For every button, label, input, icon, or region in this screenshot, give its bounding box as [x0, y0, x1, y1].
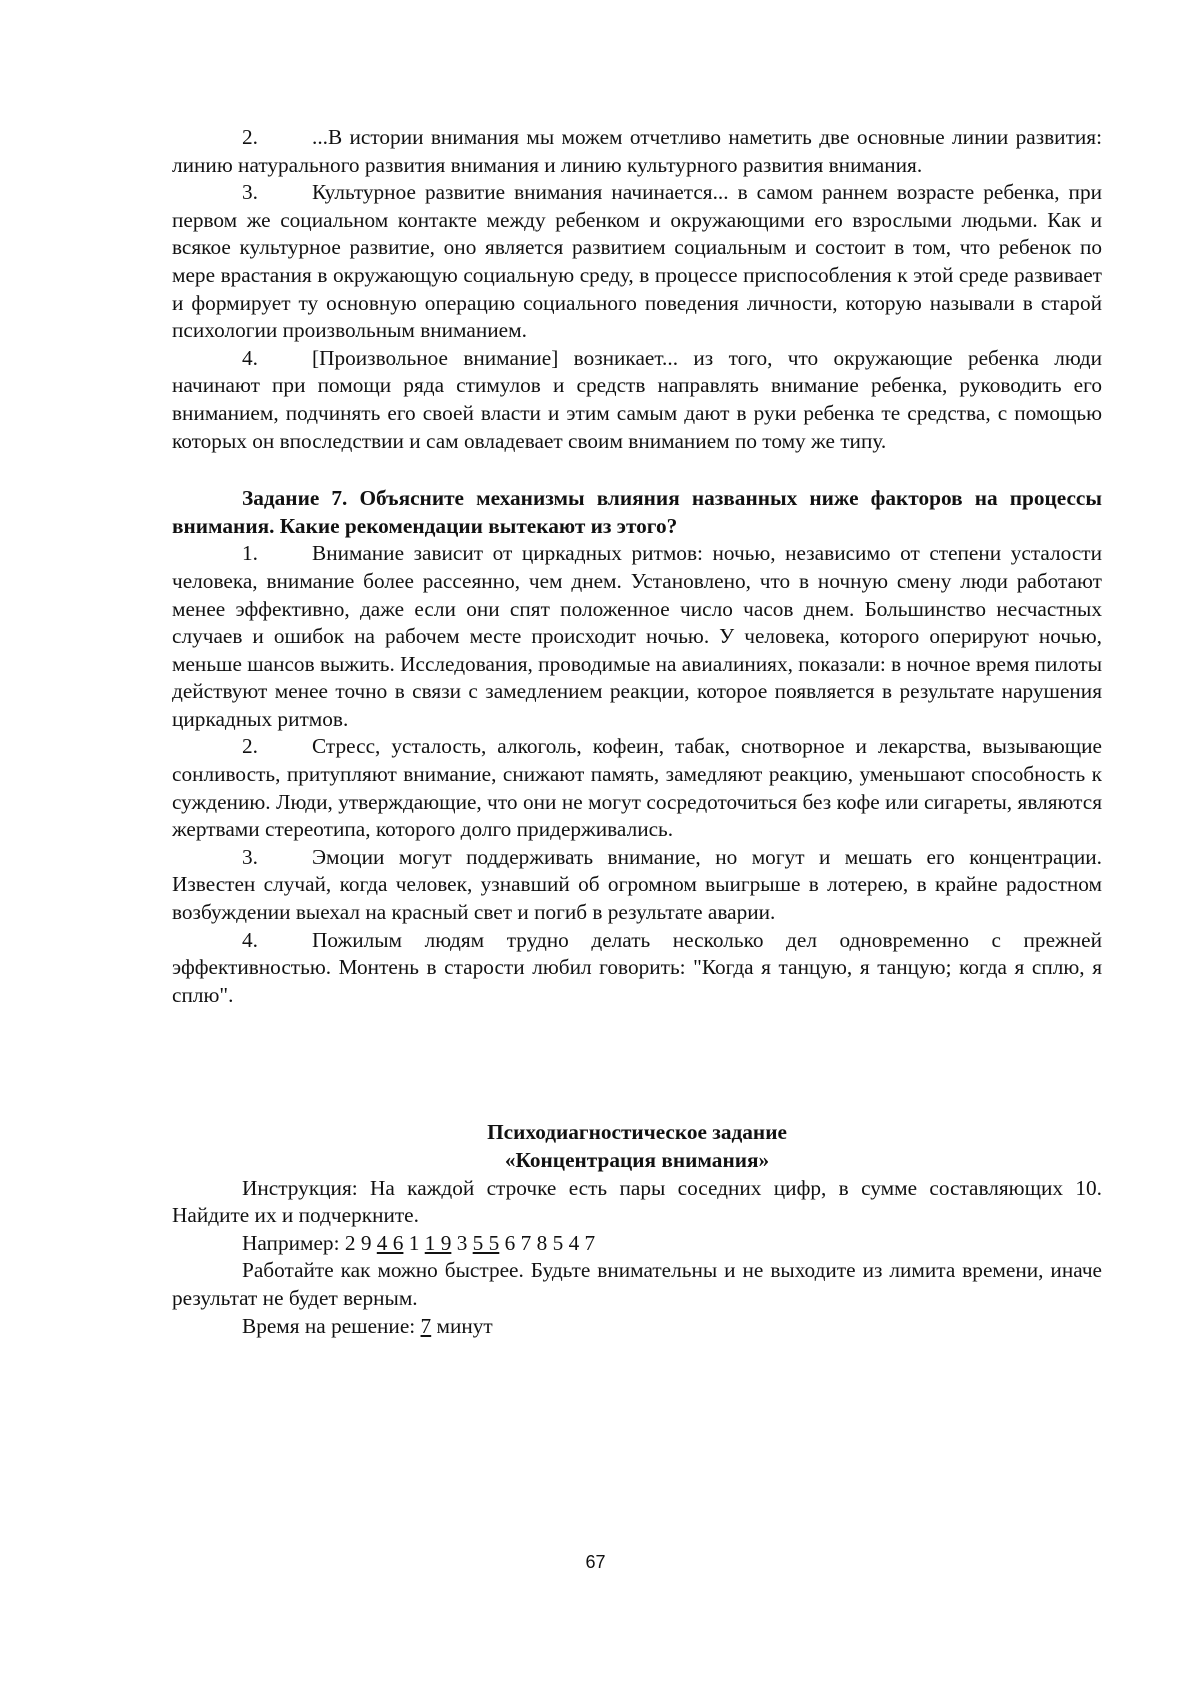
example-digit: 2: [344, 1230, 356, 1255]
diagnostic-subtitle: «Концентрация внимания»: [504, 1148, 770, 1172]
item-number: 3.: [242, 180, 258, 205]
diagnostic-instruction: Инструкция: На каждой строчке есть пары соседних цифр, в сумме составляющих 10. Найдите их и подчеркните.: [172, 1175, 1102, 1228]
underlined-pair: 5 5: [472, 1230, 500, 1255]
example-digit: 3: [456, 1230, 468, 1255]
example-digit: 7: [520, 1230, 532, 1255]
document-page: [172, 124, 1102, 1340]
item-number: 4.: [242, 345, 258, 370]
underlined-pair: 4 6: [376, 1230, 404, 1255]
example-digit: 6: [504, 1230, 516, 1255]
example-digit: 8: [536, 1230, 548, 1255]
time-value: 7: [420, 1313, 432, 1338]
item-text: Стресс, усталость, алкоголь, кофеин, табак, снотворное и лекарства, вызывающие сонливость, притупляют внимание, снижают память, замедляют реакцию, уменьшают способность к суждению. Люди, утверждающие, что они не могут сосредоточиться без кофе или сигареты, являются жертвами стереотипа, которого долго придерживались.: [172, 734, 1102, 842]
example-digits: [345, 1231, 595, 1255]
diagnostic-time: [172, 1313, 1102, 1341]
diagnostic-section: [172, 1119, 1102, 1340]
time-label: Время на решение:: [242, 1313, 416, 1338]
example-digit: 5: [552, 1230, 564, 1255]
intro-item-4: [172, 345, 1102, 455]
example-digit: 1: [408, 1230, 420, 1255]
example-digit: 4: [568, 1230, 580, 1255]
diagnostic-example: [172, 1230, 1102, 1258]
example-digit: 7: [584, 1230, 596, 1255]
task7-item-2: [172, 733, 1102, 843]
underlined-pair: 1 9: [424, 1230, 452, 1255]
task7-heading: Задание 7. Объясните механизмы влияния названных ниже факторов на процессы внимания. Какие рекомендации вытекают из этого?: [172, 486, 1102, 538]
example-label: Например:: [242, 1230, 340, 1255]
task7-list: [172, 540, 1102, 1009]
intro-list: [172, 124, 1102, 455]
item-text: Эмоции могут поддерживать внимание, но могут и мешать его концентрации. Известен случай, когда человек, узнавший об огромном выигрыше в лотерею, в крайне радостном возбуждении выехал на красный свет и погиб в результате аварии.: [172, 844, 1102, 925]
page-number: 67: [585, 1552, 606, 1572]
item-text: Внимание зависит от циркадных ритмов: ночью, независимо от степени усталости человека, внимание более рассеянно, чем днем. Установлено, что в ночную смену люди работают менее эффективно, даже если они спят положенное число часов днем. Большинство несчастных случаев и ошибок на рабочем месте происходит ночью. У человека, которого оперируют ночью, меньше шансов выжить. Исследования, проводимые на авиалиниях, показали: в ночное время пилоты действуют менее точно в связи с замедлением реакции, которое появляется в результате нарушения циркадных ритмов.: [172, 541, 1102, 731]
intro-item-2: [172, 124, 1102, 179]
item-text: [Произвольное внимание] возникает... из того, что окружающие ребенка люди начинают при помощи ряда стимулов и средств направлять внимание ребенка, руководить его вниманием, подчинять его своей власти и этим самым дают в руки ребенка те средства, с помощью которых он впоследствии и сам овладевает своим вниманием по тому же типу.: [172, 345, 1102, 453]
item-number: 4.: [242, 927, 258, 952]
item-number: 2.: [242, 125, 258, 149]
intro-item-3: [172, 179, 1102, 345]
task7-item-3: [172, 844, 1102, 927]
item-number: 2.: [242, 734, 258, 759]
example-digit: 9: [360, 1230, 372, 1255]
time-unit: минут: [436, 1313, 493, 1338]
item-text: ...В истории внимания мы можем отчетливо наметить две основные линии развития: линию натурального развития внимания и линию культурного развития внимания.: [172, 125, 1102, 177]
item-number: 1.: [242, 541, 258, 566]
diagnostic-work-note: Работайте как можно быстрее. Будьте внимательны и не выходите из лимита времени, иначе результат не будет верным.: [172, 1258, 1102, 1310]
task7-item-4: [172, 927, 1102, 1010]
item-text: Культурное развитие внимания начинается... в самом раннем возрасте ребенка, при первом же социальном контакте между ребенком и окружающими его взрослыми людьми. Как и всякое культурное развитие, оно является развитием социальным и состоит в том, что ребенок по мере врастания в окружающую социальную среду, в процессе приспособления к этой среде развивает и формирует ту основную операцию социального поведения личности, которую называли в старой психологии произвольным вниманием.: [172, 180, 1102, 343]
task7-item-1: [172, 540, 1102, 733]
item-number: 3.: [242, 844, 258, 869]
diagnostic-title: Психодиагностическое задание: [487, 1120, 787, 1145]
item-text: Пожилым людям трудно делать несколько дел одновременно с прежней эффективностью. Монтень в старости любил говорить: "Когда я танцую, я танцую; когда я сплю, я сплю".: [172, 927, 1102, 1007]
